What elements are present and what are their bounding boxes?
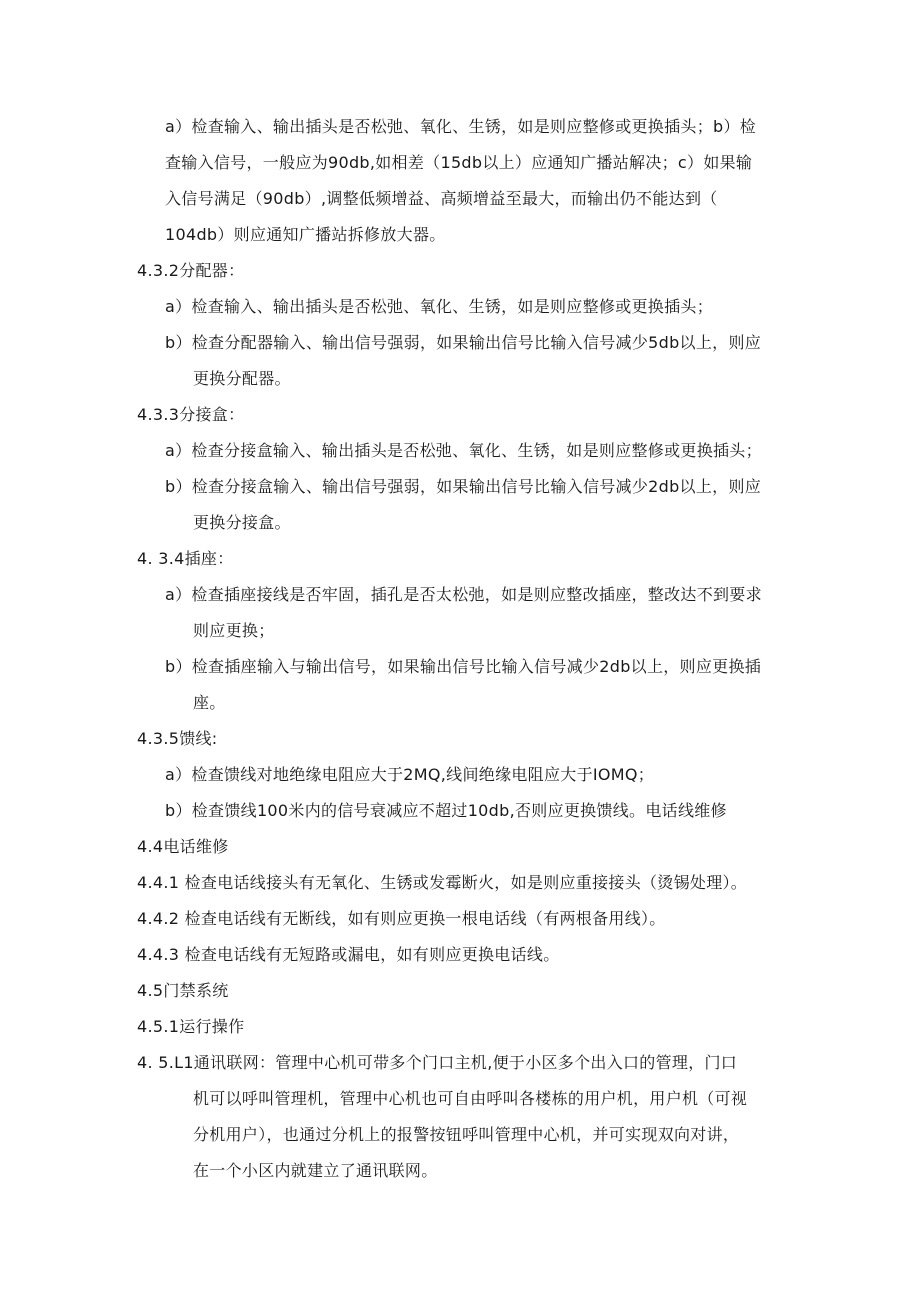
text-line-3: 入信号满足（90db）,调整低频增益、高频增益至最大，而输出仍不能达到（ <box>165 189 718 208</box>
text-line-15: 则应更换； <box>193 621 275 640</box>
text-line-4: 104db）则应通知广播站拆修放大器。 <box>165 225 446 244</box>
text-line-28: 机可以呼叫管理机，管理中心机也可自由呼叫各楼栋的用户机，用户机（可视 <box>193 1089 748 1108</box>
text-line-24: 4.4.3 检查电话线有无短路或漏电，如有则应更换电话线。 <box>137 945 560 964</box>
section-heading-4-5-1: 4.5.1运行操作 <box>137 1017 245 1036</box>
text-line-2: 查输入信号，一般应为90db,如相差（15db以上）应通知广播站解决；c）如果输 <box>165 153 753 172</box>
text-line-12: 更换分接盒。 <box>193 513 291 532</box>
text-line-10: a）检查分接盒输入、输出插头是否松弛、氧化、生锈，如是则应整修或更换插头； <box>165 441 762 460</box>
section-heading-4-3-3: 4.3.3分接盒： <box>137 405 245 424</box>
text-line-6: a）检查输入、输出插头是否松弛、氧化、生锈，如是则应整修或更换插头； <box>165 297 714 316</box>
text-line-11: b）检查分接盒输入、输出信号强弱，如果输出信号比输入信号减少2db以上，则应 <box>165 477 762 496</box>
text-line-29: 分机用户），也通过分机上的报警按钮呼叫管理中心机，并可实现双向对讲， <box>193 1125 740 1144</box>
text-line-27: 4. 5.L1通讯联网：管理中心机可带多个门口主机,便于小区多个出入口的管理，门口 <box>137 1053 738 1072</box>
text-line-30: 在一个小区内就建立了通讯联网。 <box>193 1161 438 1180</box>
text-line-7: b）检查分配器输入、输出信号强弱，如果输出信号比输入信号减少5db以上，则应 <box>165 333 762 352</box>
text-line-22: 4.4.1 检查电话线接头有无氧化、生锈或发霉断火，如是则应重接接头（烫锡处理）。 <box>137 873 748 892</box>
text-line-20: b）检查馈线100米内的信号衰减应不超过10db,否则应更换馈线。电话线维修 <box>165 801 727 820</box>
text-line-19: a）检查馈线对地绝缘电阻应大于2MQ,线间绝缘电阻应大于IOMQ； <box>165 765 655 784</box>
section-heading-4-5: 4.5门禁系统 <box>137 981 229 1000</box>
text-line-16: b）检查插座输入与输出信号，如果输出信号比输入信号减少2db以上，则应更换插 <box>165 657 762 676</box>
text-line-23: 4.4.2 检查电话线有无断线，如有则应更换一根电话线（有两根备用线）。 <box>137 909 666 928</box>
text-line-1: a）检查输入、输出插头是否松弛、氧化、生锈，如是则应整修或更换插头；b）检 <box>165 117 757 136</box>
text-line-14: a）检查插座接线是否牢固，插孔是否太松弛，如是则应整改插座，整改达不到要求 <box>165 585 762 604</box>
text-line-17: 座。 <box>193 693 226 712</box>
section-heading-4-4: 4.4电话维修 <box>137 837 229 856</box>
text-line-8: 更换分配器。 <box>193 369 291 388</box>
section-heading-4-3-5: 4.3.5馈线: <box>137 729 218 748</box>
section-heading-4-3-4: 4. 3.4插座： <box>137 549 234 568</box>
section-heading-4-3-2: 4.3.2分配器： <box>137 261 245 280</box>
